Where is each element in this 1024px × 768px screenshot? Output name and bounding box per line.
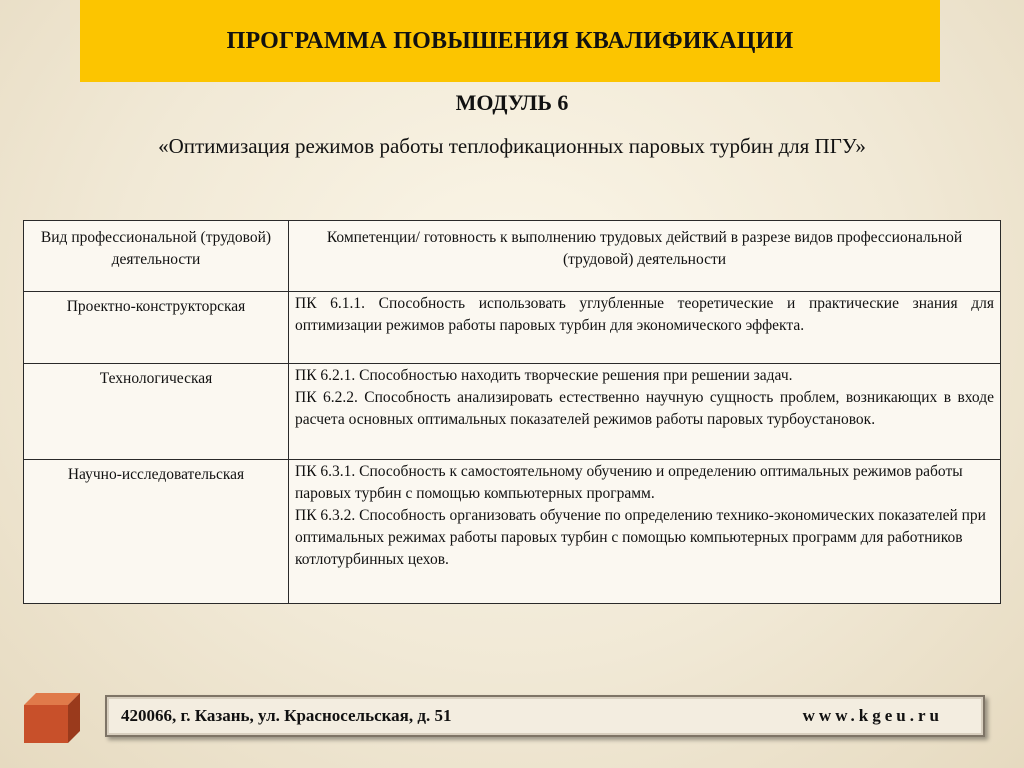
competency-item: ПК 6.3.2. Способность организовать обучение по определению технико-экономических показателей при оптимальных режимах работы паровых турбин с помощью компьютерных программ для работников котлотурбинных цехов. — [295, 507, 986, 568]
table-header-row — [24, 221, 1001, 292]
table-row — [24, 292, 1001, 364]
table-row — [24, 364, 1001, 460]
header-bar — [80, 0, 940, 82]
table-row — [24, 460, 1001, 604]
module-title: МОДУЛЬ 6 — [455, 90, 569, 115]
competency-table — [23, 220, 1001, 604]
footer-address: 420066, г. Казань, ул. Красносельская, д. 51 — [121, 706, 452, 725]
activity-type-cell: Научно-исследовательская — [24, 460, 289, 604]
cube-front-face — [24, 705, 68, 743]
footer-bar — [105, 695, 985, 737]
table-header-competencies: Компетенции/ готовность к выполнению трудовых действий в разрезе видов профессиональной (трудовой) деятельности — [289, 221, 1001, 292]
table-header-activity-type: Вид профессиональной (трудовой) деятельности — [24, 221, 289, 292]
competency-cell — [289, 364, 1001, 460]
page-title: ПРОГРАММА ПОВЫШЕНИЯ КВАЛИФИКАЦИИ — [226, 27, 794, 54]
competency-item: ПК 6.2.2. Способность анализировать естественно научную сущность проблем, возникающих в входе расчета основных оптимальных показателей режимов работы паровых турбоустановок. — [295, 389, 994, 428]
competency-item: ПК 6.2.1. Способностью находить творческие решения при решении задач. — [295, 367, 793, 384]
competency-item: ПК 6.3.1. Способность к самостоятельному обучению и определению оптимальных режимов работы паровых турбин с помощью компьютерных программ. — [295, 463, 963, 502]
activity-type-cell: Проектно-конструкторская — [24, 292, 289, 364]
competency-cell — [289, 460, 1001, 604]
activity-type-cell: Технологическая — [24, 364, 289, 460]
footer-website-link[interactable]: www.kgeu.ru — [802, 706, 943, 725]
competency-cell — [289, 292, 1001, 364]
competency-item: ПК 6.1.1. Способность использовать углубленные теоретические и практические знания для оптимизации режимов работы паровых турбин для экономического эффекта. — [295, 295, 994, 334]
module-subtitle: «Оптимизация режимов работы теплофикационных паровых турбин для ПГУ» — [158, 134, 866, 158]
cube-icon — [24, 693, 82, 743]
